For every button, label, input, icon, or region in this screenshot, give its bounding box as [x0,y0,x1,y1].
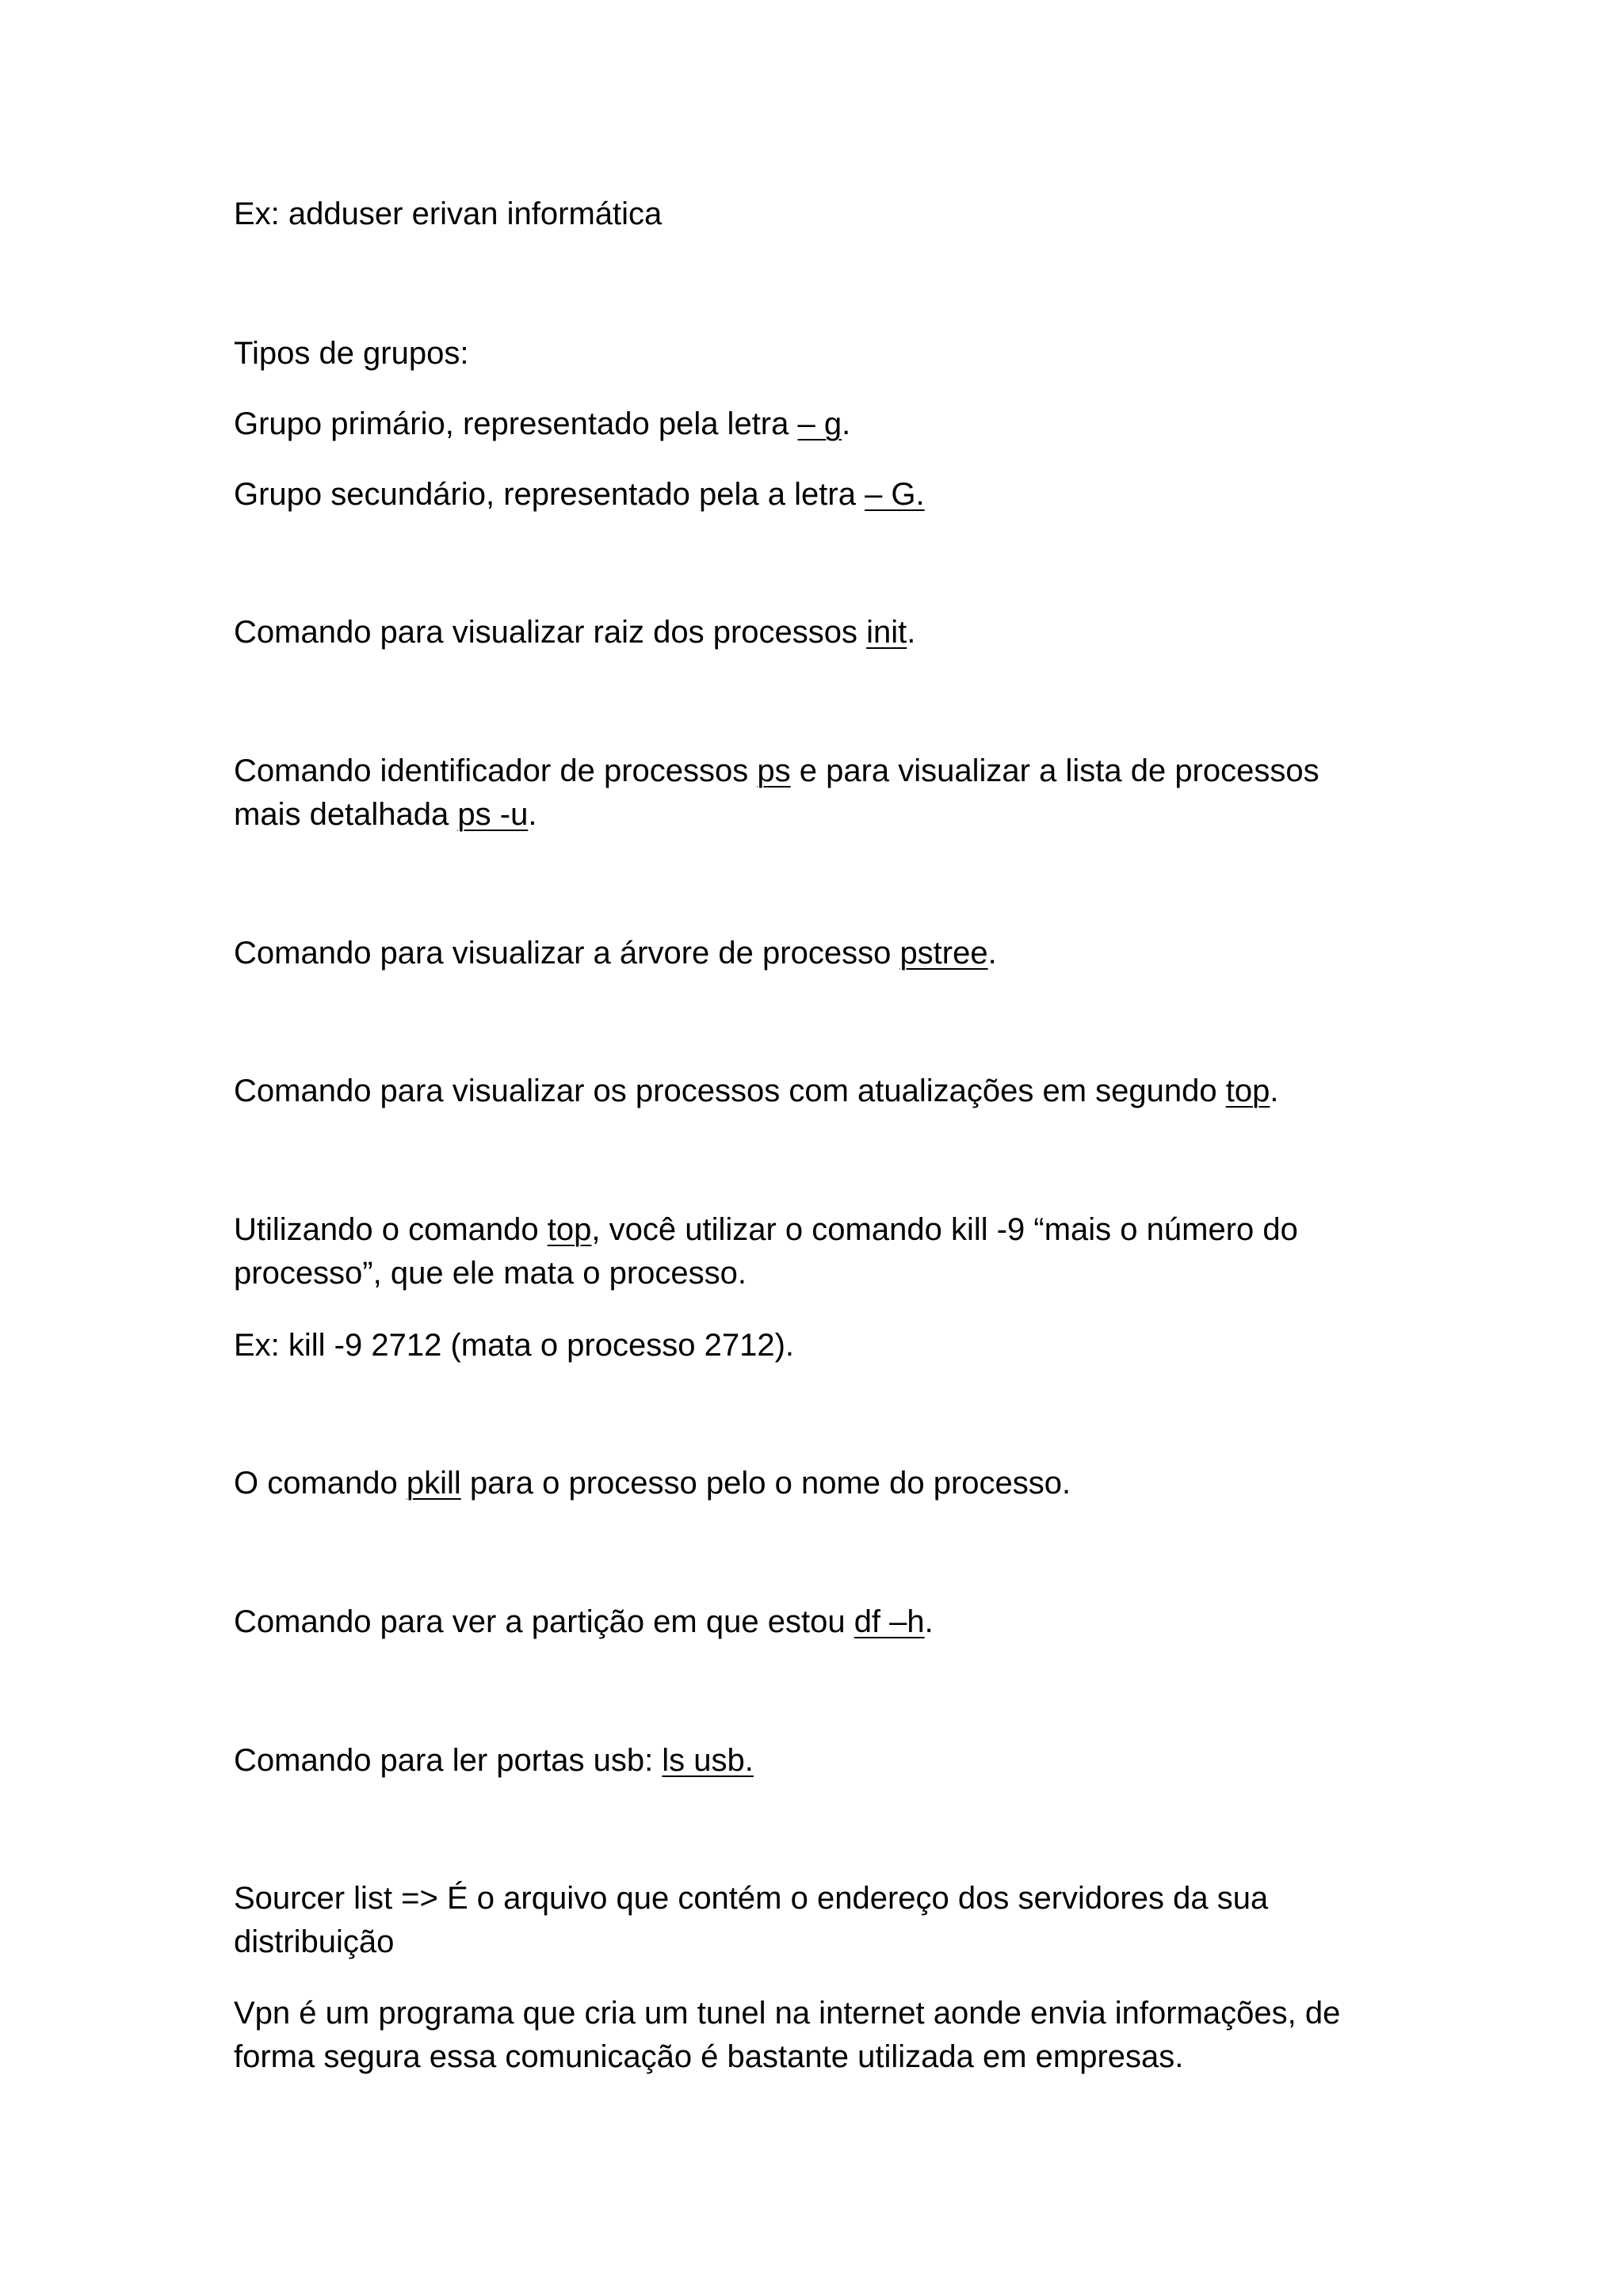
pstree-command-text: Comando para visualizar a árvore de processo [234,936,900,971]
pkill-command-text-1: O comando [234,1466,407,1501]
kill-command-text-1: Utilizando o comando [234,1212,548,1247]
secondary-group-text: Grupo secundário, representado pela a letra [234,477,865,512]
top-command-end: . [1270,1074,1279,1108]
df-command-term: df –h [854,1604,925,1639]
pkill-command-term: pkill [406,1466,461,1501]
df-command-end: . [924,1604,934,1639]
secondary-group-line [234,473,925,516]
kill-command-text-2: , você utilizar o comando kill -9 “mais o número do [591,1212,1298,1247]
secondary-group-term: – G. [865,477,925,512]
pstree-command-end: . [987,936,997,971]
example-adduser-text: Ex: adduser erivan informática [234,196,663,231]
ps-command-text-2: e para visualizar a lista de processos [790,753,1319,788]
usb-command-term: ls usb. [662,1743,754,1778]
primary-group-text: Grupo primário, representado pela letra [234,406,798,441]
sources-list-text-1: Sourcer list => É o arquivo que contém o endereço dos servidores da sua [234,1881,1269,1916]
pstree-command-line [234,932,997,974]
ps-command-end: . [528,797,537,832]
init-command-line [234,611,915,654]
ps-command-text-3: mais detalhada [234,797,458,832]
kill-command-line-2 [234,1252,747,1295]
vpn-text-2: forma segura essa comunicação é bastante utilizada em empresas. [234,2039,1184,2074]
kill-example-text: Ex: kill -9 2712 (mata o processo 2712). [234,1328,795,1363]
kill-command-text-3: processo”, que ele mata o processo. [234,1256,747,1291]
init-command-term: init [866,615,907,650]
sources-list-line-2 [234,1920,394,1963]
top-command-term: top [1225,1074,1270,1108]
vpn-text-1: Vpn é um programa que cria um tunel na internet aonde envia informações, de [234,1996,1341,2031]
top-command-line [234,1070,1279,1112]
usb-command-text: Comando para ler portas usb: [234,1743,663,1778]
example-adduser-line [234,193,662,235]
sources-list-line-1 [234,1877,1268,1920]
primary-group-end: . [842,406,851,441]
init-command-end: . [907,615,916,650]
group-types-heading-text: Tipos de grupos: [234,336,469,371]
pkill-command-line [234,1462,1071,1505]
primary-group-term: – g [797,406,842,441]
init-command-text: Comando para visualizar raiz dos processos [234,615,867,650]
df-command-line [234,1600,934,1643]
kill-example-line [234,1324,794,1367]
group-types-heading [234,332,468,375]
ps-command-line-1 [234,749,1319,792]
ps-command-text-1: Comando identificador de processos [234,753,758,788]
ps-command-term-1: ps [757,753,791,788]
usb-command-line [234,1739,754,1782]
sources-list-text-2: distribuição [234,1924,395,1959]
vpn-line-2 [234,2035,1183,2078]
pkill-command-text-2: para o processo pelo o nome do processo. [460,1466,1071,1501]
vpn-line-1 [234,1992,1340,2035]
top-command-text: Comando para visualizar os processos com atualizações em segundo [234,1074,1226,1108]
pstree-command-term: pstree [899,936,988,971]
ps-command-term-2: ps -u [457,797,529,832]
df-command-text: Comando para ver a partição em que estou [234,1604,854,1639]
kill-command-line-1 [234,1208,1298,1251]
kill-command-term: top [547,1212,592,1247]
primary-group-line [234,402,850,445]
ps-command-line-2 [234,793,537,836]
